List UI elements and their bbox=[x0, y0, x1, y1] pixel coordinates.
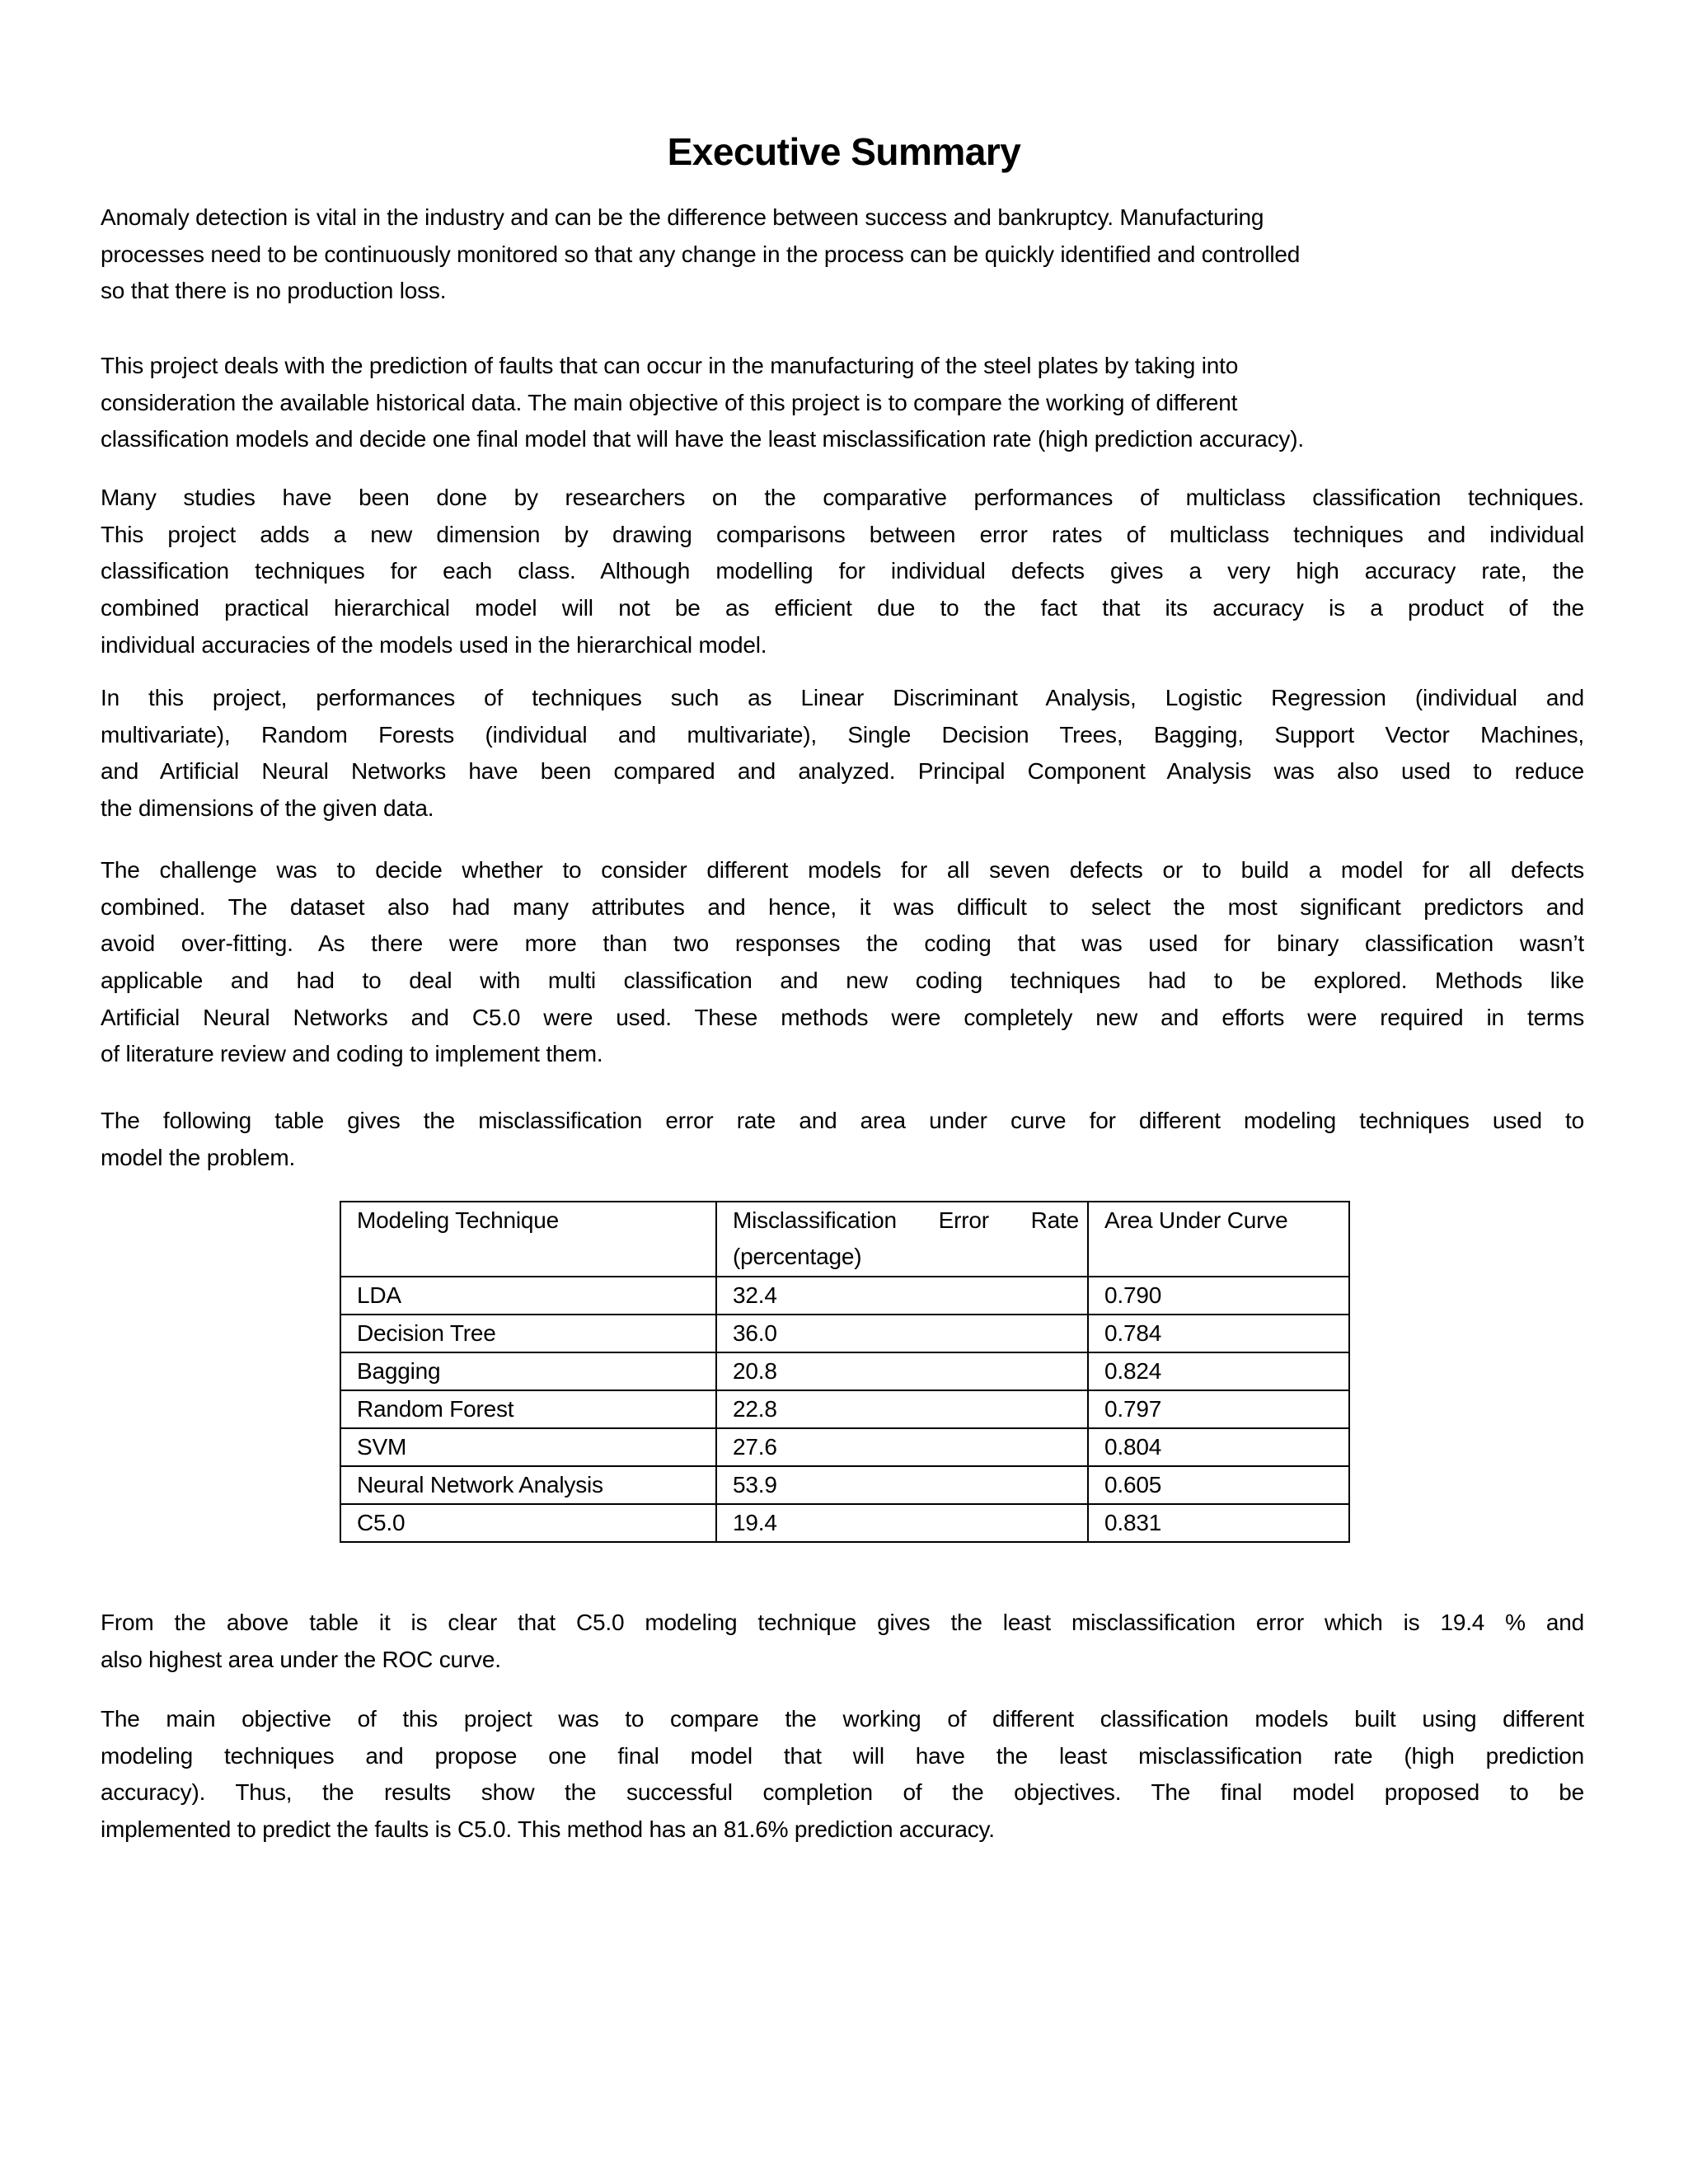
text-line: multivariate), Random Forests (individual and multivariate), Single Decision Trees, Bagging, Support Vector Machines, bbox=[101, 721, 1584, 748]
cell-auc: 0.605 bbox=[1088, 1466, 1349, 1504]
text-line: Anomaly detection is vital in the industry and can be the difference between success and bankruptcy. Manufacturing bbox=[101, 204, 1264, 230]
cell-technique: Random Forest bbox=[340, 1390, 716, 1428]
text-line: Many studies have been done by researchers on the comparative performances of multiclass classification techniques. bbox=[101, 485, 1584, 510]
text-line: of literature review and coding to implement them. bbox=[101, 1041, 603, 1067]
cell-auc: 0.790 bbox=[1088, 1277, 1349, 1315]
cell-technique: SVM bbox=[340, 1428, 716, 1466]
text-line: the dimensions of the given data. bbox=[101, 795, 434, 822]
text-line: so that there is no production loss. bbox=[101, 278, 447, 304]
text-line: consideration the available historical data. The main objective of this project is to compare the working of different bbox=[101, 389, 1238, 415]
text-line: processes need to be continuously monitored so that any change in the process can be quickly identified and controlled bbox=[101, 241, 1301, 267]
text-line: From the above table it is clear that C5.0 modeling technique gives the least misclassification error which is 19.4 % and bbox=[101, 1610, 1584, 1635]
text-line: classification techniques for each class. Although modelling for individual defects gives a very high accuracy rate, the bbox=[101, 558, 1584, 584]
paragraph-table-intro bbox=[101, 1103, 1584, 1176]
page-title: Executive Summary bbox=[667, 130, 1021, 173]
cell-technique: Decision Tree bbox=[340, 1315, 716, 1352]
cell-error-rate: 36.0 bbox=[716, 1315, 1088, 1352]
text-line: This project deals with the prediction of faults that can occur in the manufacturing of the steel plates by taking into bbox=[101, 353, 1239, 378]
cell-error-rate: 53.9 bbox=[716, 1466, 1088, 1504]
cell-auc: 0.804 bbox=[1088, 1428, 1349, 1466]
text-line: individual accuracies of the models used in the hierarchical model. bbox=[101, 631, 767, 658]
paragraph-conclusion-table bbox=[101, 1605, 1584, 1678]
table-header-row bbox=[340, 1202, 1349, 1277]
paragraph-challenge bbox=[101, 852, 1584, 1073]
text-line: applicable and had to deal with multi classification and new coding techniques had to be explored. Methods like bbox=[101, 968, 1584, 994]
cell-error-rate: 32.4 bbox=[716, 1277, 1088, 1315]
header-area-under-curve: Area Under Curve bbox=[1088, 1202, 1349, 1277]
text-line: implemented to predict the faults is C5.0. This method has an 81.6% prediction accuracy. bbox=[101, 1816, 995, 1843]
table-row bbox=[340, 1277, 1349, 1315]
cell-technique: C5.0 bbox=[340, 1504, 716, 1542]
header-error-rate-line2: (percentage) bbox=[733, 1244, 862, 1269]
cell-error-rate: 19.4 bbox=[716, 1504, 1088, 1542]
text-line: accuracy). Thus, the results show the successful completion of the objectives. The final model proposed to be bbox=[101, 1779, 1584, 1806]
paragraph-project-scope bbox=[101, 348, 1584, 458]
table-row bbox=[340, 1428, 1349, 1466]
cell-auc: 0.784 bbox=[1088, 1315, 1349, 1352]
header-modeling-technique: Modeling Technique bbox=[340, 1202, 716, 1277]
text-line: avoid over-fitting. As there were more than two responses the coding that was used for binary classification wasn’t bbox=[101, 930, 1584, 957]
text-line: combined. The dataset also had many attributes and hence, it was difficult to select the most significant predictors and bbox=[101, 893, 1584, 920]
results-table bbox=[340, 1201, 1350, 1543]
text-line: and Artificial Neural Networks have been compared and analyzed. Principal Component Analysis was also used to reduce bbox=[101, 758, 1584, 785]
cell-error-rate: 20.8 bbox=[716, 1352, 1088, 1390]
cell-technique: Bagging bbox=[340, 1352, 716, 1390]
text-line: This project adds a new dimension by drawing comparisons between error rates of multiclass techniques and individual bbox=[101, 521, 1584, 547]
cell-technique: Neural Network Analysis bbox=[340, 1466, 716, 1504]
text-line: combined practical hierarchical model will not be as efficient due to the fact that its accuracy is a product of the bbox=[101, 595, 1584, 621]
paragraph-techniques bbox=[101, 680, 1584, 827]
text-line: classification models and decide one final model that will have the least misclassification rate (high prediction accuracy). bbox=[101, 426, 1304, 452]
table-row bbox=[340, 1504, 1349, 1542]
table-row bbox=[340, 1390, 1349, 1428]
paragraph-final-conclusion bbox=[101, 1701, 1584, 1849]
cell-auc: 0.824 bbox=[1088, 1352, 1349, 1390]
text-line: model the problem. bbox=[101, 1144, 296, 1170]
cell-error-rate: 27.6 bbox=[716, 1428, 1088, 1466]
paragraph-studies bbox=[101, 480, 1584, 663]
cell-error-rate: 22.8 bbox=[716, 1390, 1088, 1428]
header-misclassification-error-rate bbox=[716, 1202, 1088, 1277]
cell-auc: 0.797 bbox=[1088, 1390, 1349, 1428]
paragraph-intro bbox=[101, 199, 1584, 310]
table-row bbox=[340, 1315, 1349, 1352]
text-line: The challenge was to decide whether to consider different models for all seven defects or to build a model for all defects bbox=[101, 857, 1584, 883]
cell-technique: LDA bbox=[340, 1277, 716, 1315]
text-line: Artificial Neural Networks and C5.0 were used. These methods were completely new and efforts were required in terms bbox=[101, 1004, 1584, 1030]
text-line: modeling techniques and propose one final model that will have the least misclassification rate (high prediction bbox=[101, 1742, 1584, 1769]
table-row bbox=[340, 1466, 1349, 1504]
cell-auc: 0.831 bbox=[1088, 1504, 1349, 1542]
text-line: also highest area under the ROC curve. bbox=[101, 1646, 501, 1672]
text-line: In this project, performances of techniques such as Linear Discriminant Analysis, Logistic Regression (individual and bbox=[101, 685, 1584, 710]
text-line: The main objective of this project was to compare the working of different classification models built using different bbox=[101, 1706, 1584, 1732]
table-row bbox=[340, 1352, 1349, 1390]
header-error-rate-line1: Misclassification Error Rate bbox=[733, 1207, 1079, 1233]
text-line: The following table gives the misclassification error rate and area under curve for different modeling techniques used to bbox=[101, 1108, 1584, 1133]
